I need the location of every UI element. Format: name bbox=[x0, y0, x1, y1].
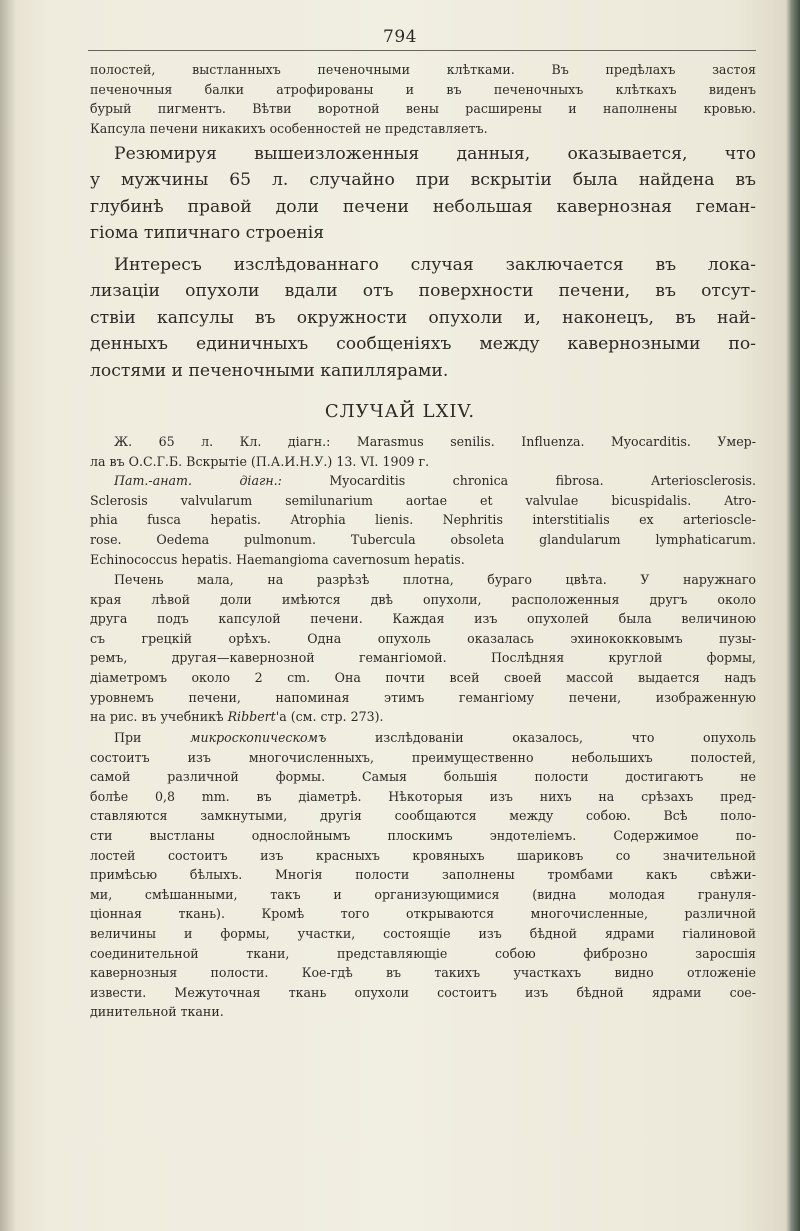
text-line: самой различной формы. Самыя большія полости достигаютъ не bbox=[90, 769, 756, 785]
text-line: ствіи капсулы въ окружности опухоли и, наконецъ, въ най- bbox=[90, 307, 756, 328]
emphasis-word: микроскопическомъ bbox=[190, 730, 327, 745]
text-line: извести. Межуточная ткань опухоли состоитъ изъ бѣдной ядрами сое- bbox=[90, 984, 756, 1000]
text-line: лостями и печеночными капиллярами. bbox=[90, 360, 449, 381]
text-line: примѣсью бѣлыхъ. Многія полости заполнены тромбами какъ свѣжи- bbox=[90, 867, 756, 883]
pathanat-text: Myocarditis chronica fibrosa. Arteriosclerosis. bbox=[281, 473, 756, 489]
text-fragment: изслѣдованіи оказалось, что опухоль bbox=[326, 730, 756, 745]
text-line: гіома типичнаго строенія bbox=[90, 223, 325, 244]
text-line: ставляются замкнутыми, другія сообщаются между собою. Всѣ поло- bbox=[90, 808, 756, 824]
text-line: соединительной ткани, представляющіе собою фиброзно заросшія bbox=[90, 945, 756, 961]
binding-shadow bbox=[0, 0, 16, 1231]
text-line: друга подъ капсулой печени. Каждая изъ опухолей была величиною bbox=[90, 611, 756, 627]
text-line: края лѣвой доли имѣются двѣ опухоли, расположенныя другъ около bbox=[90, 591, 756, 607]
text-line: ціонная ткань). Кромѣ того открываются многочисленные, различной bbox=[90, 906, 756, 922]
text-line: діаметромъ около 2 cm. Она почти всей своей массой выдается надъ bbox=[90, 669, 756, 685]
text-line: сти выстланы однослойнымъ плоскимъ эндотеліемъ. Содержимое по- bbox=[90, 827, 756, 843]
pathanat-label: Пат.-анат. діагн.: bbox=[114, 473, 282, 489]
intro-paragraph bbox=[90, 60, 756, 138]
text-line bbox=[90, 471, 756, 491]
page-number: 794 bbox=[383, 27, 417, 47]
text-line: печеночныя балки атрофированы и въ печеночныхъ клѣткахъ виденъ bbox=[90, 81, 756, 97]
text-line: ремъ, другая—кавернозной гемангіомой. Послѣдняя круглой формы, bbox=[90, 650, 756, 666]
text-fragment: 'а (см. стр. 273). bbox=[275, 709, 384, 725]
text-line: болѣе 0,8 mm. въ діаметрѣ. Нѣкоторыя изъ нихъ на срѣзахъ пред- bbox=[90, 788, 756, 804]
author-name: Ribbert bbox=[227, 709, 276, 725]
text-line: phia fusca hepatis. Atrophia lienis. Nephritis interstitialis ex arterioscle- bbox=[90, 512, 756, 528]
text-fragment: При bbox=[114, 730, 191, 745]
text-line: бурый пигментъ. Вѣтви воротной вены расширены и наполнены кровью. bbox=[90, 101, 756, 117]
interest-paragraph bbox=[90, 252, 756, 384]
text-line: Печень мала, на разрѣзѣ плотна, бураго цвѣта. У наружнаго bbox=[114, 572, 756, 587]
text-line: ми, смѣшанными, такъ и организующимися (видна молодая грануля- bbox=[90, 886, 756, 902]
case-heading: СЛУЧАЙ LXIV. bbox=[324, 401, 476, 422]
microscopic-paragraph bbox=[90, 728, 756, 1022]
text-line: величины и формы, участки, состоящіе изъ бѣдной ядрами гіалиновой bbox=[90, 925, 756, 941]
text-line: у мужчины 65 л. случайно при вскрытіи была найдена въ bbox=[90, 170, 756, 191]
page-edge bbox=[786, 0, 800, 1231]
text-line: полостей, выстланныхъ печеночными клѣтками. Въ предѣлахъ застоя bbox=[90, 62, 756, 77]
text-line: Echinococcus hepatis. Haemangioma cavernosum hepatis. bbox=[90, 551, 465, 567]
text-line: глубинѣ правой доли печени небольшая кавернозная геман- bbox=[90, 196, 756, 217]
text-line bbox=[90, 728, 756, 748]
case-header bbox=[90, 432, 756, 569]
text-line: rose. Oedema pulmonum. Tubercula obsoleta glandularum lymphaticarum. bbox=[90, 531, 756, 547]
text-line: Капсула печени никакихъ особенностей не представляетъ. bbox=[90, 120, 488, 136]
text-line: уровнемъ печени, напоминая этимъ гемангіому печени, изображенную bbox=[90, 689, 756, 705]
text-line: Интересъ изслѣдованнаго случая заключается въ лока- bbox=[114, 255, 756, 275]
header-rule bbox=[88, 50, 756, 51]
text-line: кавернозныя полости. Кое-гдѣ въ такихъ участкахъ видно отложеніе bbox=[90, 965, 756, 981]
text-line: состоитъ изъ многочисленныхъ, преимущественно небольшихъ полостей, bbox=[90, 749, 756, 765]
text-fragment: на рис. въ учебникѣ bbox=[90, 709, 228, 725]
text-line: Ж. 65 л. Кл. діагн.: Marasmus senilis. Influenza. Myocarditis. Умер- bbox=[114, 434, 756, 449]
text-line: Sclerosis valvularum semilunarium aortae et valvulae bicuspidalis. Atro- bbox=[90, 492, 756, 508]
text-line: съ грецкій орѣхъ. Одна опухоль оказалась эхинококковымъ пузы- bbox=[90, 630, 756, 646]
text-line: динительной ткани. bbox=[90, 1004, 224, 1020]
text-line: лизаціи опухоли вдали отъ поверхности печени, въ отсут- bbox=[90, 281, 756, 302]
text-line: ла въ О.С.Г.Б. Вскрытіе (П.А.И.Н.У.) 13. VI. 1909 г. bbox=[90, 453, 430, 469]
summary-paragraph bbox=[90, 141, 756, 247]
text-line: Резюмируя вышеизложенныя данныя, оказывается, что bbox=[114, 144, 756, 164]
text-line: денныхъ единичныхъ сообщеніяхъ между кавернозными по- bbox=[90, 334, 756, 355]
liver-paragraph bbox=[90, 570, 756, 727]
text-line: лостей состоитъ изъ красныхъ кровяныхъ шариковъ со значительной bbox=[90, 847, 756, 863]
text-line bbox=[90, 707, 756, 727]
